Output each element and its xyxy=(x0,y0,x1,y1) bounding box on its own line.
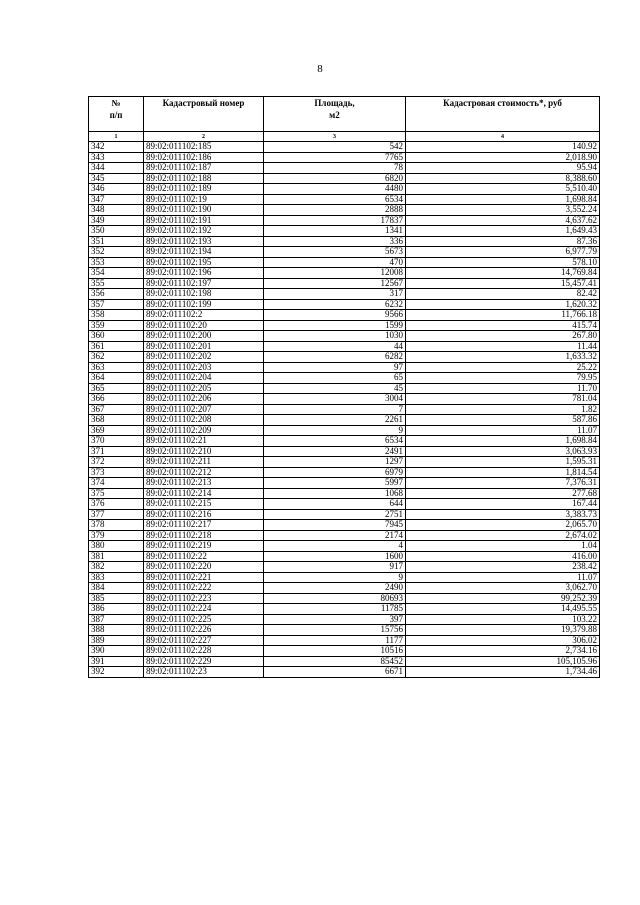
cadastral-number-cell: 89:02:011102:225 xyxy=(144,614,264,625)
area-cell: 1068 xyxy=(264,488,406,499)
table-header-row xyxy=(89,97,600,132)
table-row xyxy=(89,488,600,499)
cadastral-value-cell: 1,814.54 xyxy=(406,467,600,478)
area-cell: 3004 xyxy=(264,394,406,405)
table-row xyxy=(89,425,600,436)
cadastral-number-cell: 89:02:011102:224 xyxy=(144,604,264,615)
cadastral-value-cell: 578.10 xyxy=(406,257,600,268)
table-row xyxy=(89,257,600,268)
cadastral-value-cell: 87.36 xyxy=(406,236,600,247)
cadastral-value-cell: 1,633.32 xyxy=(406,352,600,363)
page-number: 8 xyxy=(317,63,323,75)
table-row xyxy=(89,331,600,342)
table-row xyxy=(89,593,600,604)
row-number-cell: 363 xyxy=(89,362,144,373)
row-number-cell: 357 xyxy=(89,299,144,310)
cadastral-number-cell: 89:02:011102:211 xyxy=(144,457,264,468)
cadastral-number-cell: 89:02:011102:22 xyxy=(144,551,264,562)
cadastral-value-cell: 105,105.96 xyxy=(406,656,600,667)
cadastral-number-cell: 89:02:011102:187 xyxy=(144,163,264,174)
row-number-cell: 392 xyxy=(89,667,144,678)
table-row xyxy=(89,604,600,615)
header-label: Кадастровый номер xyxy=(162,98,245,108)
area-cell: 12008 xyxy=(264,268,406,279)
cadastral-value-cell: 267.80 xyxy=(406,331,600,342)
cadastral-value-cell: 781.04 xyxy=(406,394,600,405)
table-row xyxy=(89,551,600,562)
table-row xyxy=(89,656,600,667)
area-cell: 2888 xyxy=(264,205,406,216)
cadastral-value-cell: 3,383.73 xyxy=(406,509,600,520)
table-row xyxy=(89,436,600,447)
row-number-cell: 384 xyxy=(89,583,144,594)
table-row xyxy=(89,173,600,184)
cadastral-number-cell: 89:02:011102:194 xyxy=(144,247,264,258)
header-cadastral-value xyxy=(406,97,600,132)
table-row xyxy=(89,341,600,352)
cadastral-number-cell: 89:02:011102:214 xyxy=(144,488,264,499)
area-cell: 397 xyxy=(264,614,406,625)
cadastral-number-cell: 89:02:011102:2 xyxy=(144,310,264,321)
cadastral-value-cell: 416.00 xyxy=(406,551,600,562)
row-number-cell: 343 xyxy=(89,152,144,163)
table-row xyxy=(89,404,600,415)
cadastral-number-cell: 89:02:011102:188 xyxy=(144,173,264,184)
cadastral-value-cell: 99,252.39 xyxy=(406,593,600,604)
row-number-cell: 349 xyxy=(89,215,144,226)
row-number-cell: 379 xyxy=(89,530,144,541)
header-label: Площадь, м2 xyxy=(314,98,355,120)
row-number-cell: 376 xyxy=(89,499,144,510)
table-row xyxy=(89,530,600,541)
cadastral-number-cell: 89:02:011102:191 xyxy=(144,215,264,226)
area-cell: 44 xyxy=(264,341,406,352)
area-cell: 4480 xyxy=(264,184,406,195)
row-number-cell: 365 xyxy=(89,383,144,394)
row-number-cell: 391 xyxy=(89,656,144,667)
area-cell: 97 xyxy=(264,362,406,373)
row-number-cell: 373 xyxy=(89,467,144,478)
area-cell: 917 xyxy=(264,562,406,573)
table-row xyxy=(89,541,600,552)
cadastral-value-cell: 1.04 xyxy=(406,541,600,552)
area-cell: 336 xyxy=(264,236,406,247)
cadastral-value-cell: 2,018.90 xyxy=(406,152,600,163)
table-row xyxy=(89,667,600,678)
area-cell: 7945 xyxy=(264,520,406,531)
row-number-cell: 381 xyxy=(89,551,144,562)
table-row xyxy=(89,383,600,394)
cadastral-number-cell: 89:02:011102:203 xyxy=(144,362,264,373)
area-cell: 1600 xyxy=(264,551,406,562)
row-number-cell: 354 xyxy=(89,268,144,279)
cadastral-value-cell: 19,379.88 xyxy=(406,625,600,636)
column-number: 4 xyxy=(406,132,600,142)
cadastral-value-cell: 415.74 xyxy=(406,320,600,331)
cadastral-number-cell: 89:02:011102:198 xyxy=(144,289,264,300)
area-cell: 2491 xyxy=(264,446,406,457)
table-row xyxy=(89,394,600,405)
area-cell: 1030 xyxy=(264,331,406,342)
area-cell: 6282 xyxy=(264,352,406,363)
area-cell: 80693 xyxy=(264,593,406,604)
cadastral-value-cell: 167.44 xyxy=(406,499,600,510)
cadastral-number-cell: 89:02:011102:216 xyxy=(144,509,264,520)
cadastral-number-cell: 89:02:011102:190 xyxy=(144,205,264,216)
cadastral-value-cell: 25.22 xyxy=(406,362,600,373)
table-row xyxy=(89,373,600,384)
cadastral-value-cell: 4,637.62 xyxy=(406,215,600,226)
cadastral-number-cell: 89:02:011102:204 xyxy=(144,373,264,384)
row-number-cell: 359 xyxy=(89,320,144,331)
cadastral-number-cell: 89:02:011102:215 xyxy=(144,499,264,510)
cadastral-value-cell: 140.92 xyxy=(406,142,600,153)
cadastral-value-cell: 306.02 xyxy=(406,635,600,646)
cadastral-number-cell: 89:02:011102:20 xyxy=(144,320,264,331)
cadastral-number-cell: 89:02:011102:185 xyxy=(144,142,264,153)
area-cell: 4 xyxy=(264,541,406,552)
table-row xyxy=(89,236,600,247)
cadastral-value-cell: 1,649.43 xyxy=(406,226,600,237)
row-number-cell: 348 xyxy=(89,205,144,216)
column-number: 2 xyxy=(144,132,264,142)
area-cell: 6232 xyxy=(264,299,406,310)
row-number-cell: 386 xyxy=(89,604,144,615)
area-cell: 78 xyxy=(264,163,406,174)
row-number-cell: 362 xyxy=(89,352,144,363)
table-row xyxy=(89,152,600,163)
area-cell: 1341 xyxy=(264,226,406,237)
row-number-cell: 374 xyxy=(89,478,144,489)
cadastral-value-cell: 6,977.79 xyxy=(406,247,600,258)
area-cell: 1599 xyxy=(264,320,406,331)
cadastral-value-cell: 103.22 xyxy=(406,614,600,625)
table-row xyxy=(89,299,600,310)
header-area xyxy=(264,97,406,132)
cadastral-number-cell: 89:02:011102:220 xyxy=(144,562,264,573)
cadastral-value-cell: 15,457.41 xyxy=(406,278,600,289)
table-row xyxy=(89,625,600,636)
table-row xyxy=(89,467,600,478)
cadastral-number-cell: 89:02:011102:227 xyxy=(144,635,264,646)
row-number-cell: 344 xyxy=(89,163,144,174)
table-row xyxy=(89,278,600,289)
cadastral-number-cell: 89:02:011102:205 xyxy=(144,383,264,394)
row-number-cell: 369 xyxy=(89,425,144,436)
cadastral-value-cell: 3,552.24 xyxy=(406,205,600,216)
cadastral-number-cell: 89:02:011102:193 xyxy=(144,236,264,247)
row-number-cell: 380 xyxy=(89,541,144,552)
cadastral-number-cell: 89:02:011102:213 xyxy=(144,478,264,489)
table-row xyxy=(89,583,600,594)
row-number-cell: 378 xyxy=(89,520,144,531)
table-row xyxy=(89,194,600,205)
area-cell: 6671 xyxy=(264,667,406,678)
area-cell: 2174 xyxy=(264,530,406,541)
cadastral-value-cell: 1,698.84 xyxy=(406,194,600,205)
header-cadastral-number xyxy=(144,97,264,132)
cadastral-number-cell: 89:02:011102:217 xyxy=(144,520,264,531)
area-cell: 2261 xyxy=(264,415,406,426)
cadastral-value-cell: 7,376.31 xyxy=(406,478,600,489)
row-number-cell: 360 xyxy=(89,331,144,342)
area-cell: 7 xyxy=(264,404,406,415)
table-row xyxy=(89,184,600,195)
cadastral-value-cell: 3,063.93 xyxy=(406,446,600,457)
table-row xyxy=(89,646,600,657)
table-row xyxy=(89,163,600,174)
cadastral-number-cell: 89:02:011102:210 xyxy=(144,446,264,457)
area-cell: 65 xyxy=(264,373,406,384)
row-number-cell: 367 xyxy=(89,404,144,415)
table-row xyxy=(89,635,600,646)
table-row xyxy=(89,520,600,531)
table-row xyxy=(89,289,600,300)
area-cell: 85452 xyxy=(264,656,406,667)
cadastral-number-cell: 89:02:011102:219 xyxy=(144,541,264,552)
area-cell: 45 xyxy=(264,383,406,394)
cadastral-value-cell: 2,065.70 xyxy=(406,520,600,531)
row-number-cell: 353 xyxy=(89,257,144,268)
row-number-cell: 382 xyxy=(89,562,144,573)
cadastral-value-cell: 277.68 xyxy=(406,488,600,499)
table-row xyxy=(89,226,600,237)
cadastral-value-cell: 11.70 xyxy=(406,383,600,394)
row-number-cell: 377 xyxy=(89,509,144,520)
table-row xyxy=(89,415,600,426)
table-row xyxy=(89,478,600,489)
row-number-cell: 370 xyxy=(89,436,144,447)
cadastral-number-cell: 89:02:011102:189 xyxy=(144,184,264,195)
row-number-cell: 361 xyxy=(89,341,144,352)
area-cell: 6979 xyxy=(264,467,406,478)
row-number-cell: 387 xyxy=(89,614,144,625)
area-cell: 2751 xyxy=(264,509,406,520)
area-cell: 542 xyxy=(264,142,406,153)
cadastral-value-cell: 2,734.16 xyxy=(406,646,600,657)
cadastral-value-cell: 1,595.31 xyxy=(406,457,600,468)
cadastral-number-cell: 89:02:011102:202 xyxy=(144,352,264,363)
cadastral-number-cell: 89:02:011102:23 xyxy=(144,667,264,678)
cadastral-value-cell: 5,510.40 xyxy=(406,184,600,195)
row-number-cell: 356 xyxy=(89,289,144,300)
row-number-cell: 342 xyxy=(89,142,144,153)
area-cell: 7765 xyxy=(264,152,406,163)
row-number-cell: 375 xyxy=(89,488,144,499)
cadastral-number-cell: 89:02:011102:201 xyxy=(144,341,264,352)
cadastral-number-cell: 89:02:011102:212 xyxy=(144,467,264,478)
cadastral-number-cell: 89:02:011102:209 xyxy=(144,425,264,436)
area-cell: 6534 xyxy=(264,436,406,447)
row-number-cell: 355 xyxy=(89,278,144,289)
area-cell: 5997 xyxy=(264,478,406,489)
cadastral-number-cell: 89:02:011102:206 xyxy=(144,394,264,405)
row-number-cell: 372 xyxy=(89,457,144,468)
area-cell: 6820 xyxy=(264,173,406,184)
area-cell: 10516 xyxy=(264,646,406,657)
row-number-cell: 358 xyxy=(89,310,144,321)
cadastral-number-cell: 89:02:011102:218 xyxy=(144,530,264,541)
cadastral-value-cell: 1,734.46 xyxy=(406,667,600,678)
row-number-cell: 385 xyxy=(89,593,144,604)
area-cell: 2490 xyxy=(264,583,406,594)
area-cell: 17837 xyxy=(264,215,406,226)
table-row xyxy=(89,247,600,258)
header-row-number xyxy=(89,97,144,132)
cadastral-number-cell: 89:02:011102:196 xyxy=(144,268,264,279)
cadastral-value-cell: 11.44 xyxy=(406,341,600,352)
row-number-cell: 351 xyxy=(89,236,144,247)
area-cell: 5673 xyxy=(264,247,406,258)
cadastral-number-cell: 89:02:011102:226 xyxy=(144,625,264,636)
row-number-cell: 366 xyxy=(89,394,144,405)
row-number-cell: 368 xyxy=(89,415,144,426)
header-label: № п/п xyxy=(109,98,123,120)
cadastral-number-cell: 89:02:011102:19 xyxy=(144,194,264,205)
cadastral-value-cell: 1.82 xyxy=(406,404,600,415)
cadastral-value-cell: 11.07 xyxy=(406,425,600,436)
cadastral-value-cell: 2,674.02 xyxy=(406,530,600,541)
cadastral-number-cell: 89:02:011102:21 xyxy=(144,436,264,447)
row-number-cell: 390 xyxy=(89,646,144,657)
cadastral-value-cell: 11,766.18 xyxy=(406,310,600,321)
cadastral-number-cell: 89:02:011102:192 xyxy=(144,226,264,237)
cadastral-number-cell: 89:02:011102:186 xyxy=(144,152,264,163)
area-cell: 317 xyxy=(264,289,406,300)
header-label: Кадастровая стоимость*, руб xyxy=(443,98,562,108)
cadastral-value-cell: 1,698.84 xyxy=(406,436,600,447)
area-cell: 1297 xyxy=(264,457,406,468)
area-cell: 6534 xyxy=(264,194,406,205)
table-row xyxy=(89,215,600,226)
row-number-cell: 383 xyxy=(89,572,144,583)
area-cell: 470 xyxy=(264,257,406,268)
cadastral-number-cell: 89:02:011102:221 xyxy=(144,572,264,583)
area-cell: 9 xyxy=(264,572,406,583)
cadastral-number-cell: 89:02:011102:223 xyxy=(144,593,264,604)
table-row xyxy=(89,499,600,510)
cadastral-number-cell: 89:02:011102:207 xyxy=(144,404,264,415)
area-cell: 15756 xyxy=(264,625,406,636)
row-number-cell: 389 xyxy=(89,635,144,646)
table-row xyxy=(89,205,600,216)
row-number-cell: 371 xyxy=(89,446,144,457)
table-row xyxy=(89,509,600,520)
area-cell: 1177 xyxy=(264,635,406,646)
table-row xyxy=(89,457,600,468)
row-number-cell: 352 xyxy=(89,247,144,258)
row-number-cell: 347 xyxy=(89,194,144,205)
table-row xyxy=(89,320,600,331)
row-number-cell: 346 xyxy=(89,184,144,195)
cadastral-number-cell: 89:02:011102:222 xyxy=(144,583,264,594)
cadastral-value-cell: 238.42 xyxy=(406,562,600,573)
cadastral-value-cell: 82.42 xyxy=(406,289,600,300)
row-number-cell: 364 xyxy=(89,373,144,384)
area-cell: 644 xyxy=(264,499,406,510)
cadastral-value-cell: 587.86 xyxy=(406,415,600,426)
table-row xyxy=(89,310,600,321)
table-row xyxy=(89,268,600,279)
row-number-cell: 345 xyxy=(89,173,144,184)
table-row xyxy=(89,446,600,457)
area-cell: 9 xyxy=(264,425,406,436)
table-row xyxy=(89,142,600,153)
row-number-cell: 388 xyxy=(89,625,144,636)
table-row xyxy=(89,614,600,625)
area-cell: 9566 xyxy=(264,310,406,321)
cadastral-value-cell: 79.95 xyxy=(406,373,600,384)
cadastral-number-cell: 89:02:011102:228 xyxy=(144,646,264,657)
cadastral-number-cell: 89:02:011102:229 xyxy=(144,656,264,667)
cadastral-value-cell: 14,495.55 xyxy=(406,604,600,615)
cadastral-value-cell: 95.94 xyxy=(406,163,600,174)
table-row xyxy=(89,562,600,573)
cadastral-number-cell: 89:02:011102:199 xyxy=(144,299,264,310)
table-row xyxy=(89,352,600,363)
cadastral-value-cell: 11.07 xyxy=(406,572,600,583)
area-cell: 11785 xyxy=(264,604,406,615)
cadastral-number-cell: 89:02:011102:195 xyxy=(144,257,264,268)
column-number: 3 xyxy=(264,132,406,142)
cadastral-table xyxy=(88,96,600,678)
cadastral-value-cell: 14,769.84 xyxy=(406,268,600,279)
table-row xyxy=(89,572,600,583)
cadastral-number-cell: 89:02:011102:208 xyxy=(144,415,264,426)
cadastral-number-cell: 89:02:011102:197 xyxy=(144,278,264,289)
column-number-row xyxy=(89,132,600,142)
area-cell: 12567 xyxy=(264,278,406,289)
cadastral-value-cell: 1,620.32 xyxy=(406,299,600,310)
column-number: 1 xyxy=(89,132,144,142)
cadastral-number-cell: 89:02:011102:200 xyxy=(144,331,264,342)
row-number-cell: 350 xyxy=(89,226,144,237)
table-row xyxy=(89,362,600,373)
cadastral-value-cell: 3,062.70 xyxy=(406,583,600,594)
cadastral-value-cell: 8,388.60 xyxy=(406,173,600,184)
